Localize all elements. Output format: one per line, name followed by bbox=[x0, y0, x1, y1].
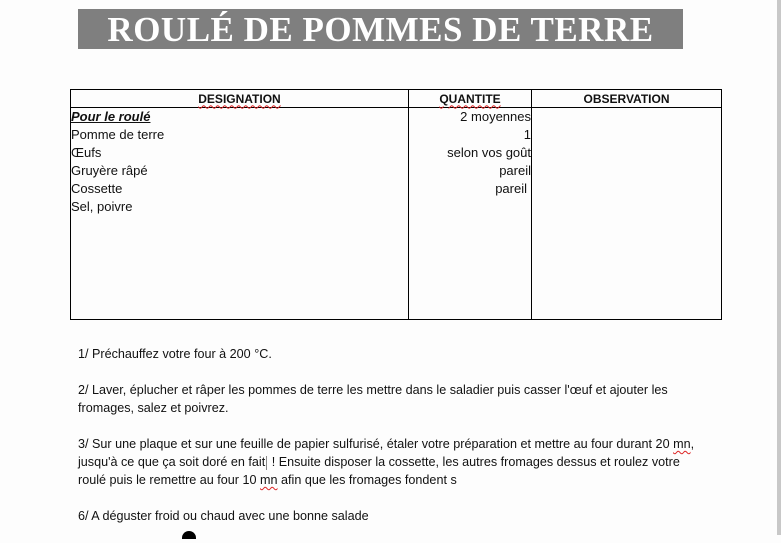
ingredient-item: Pomme de terre bbox=[71, 127, 165, 142]
instructions[interactable] bbox=[78, 345, 698, 543]
table-header-row bbox=[71, 90, 722, 108]
partial-image-shape bbox=[182, 531, 196, 539]
header-observation: OBSERVATION bbox=[532, 90, 722, 108]
ingredient-item: Gruyère râpé bbox=[71, 163, 148, 178]
title-banner bbox=[78, 9, 683, 49]
table-row bbox=[71, 108, 722, 320]
ingredients-subheading: Pour le roulé bbox=[71, 109, 151, 124]
quantity-item: 2 moyennes bbox=[460, 109, 531, 124]
recipe-title: ROULÉ DE POMMES DE TERRE bbox=[107, 9, 654, 49]
ingredients-table bbox=[70, 89, 722, 320]
designation-cell[interactable] bbox=[71, 108, 409, 320]
ingredient-item: Sel, poivre bbox=[71, 199, 133, 214]
step-6: 6/ A déguster froid ou chaud avec une bonne salade bbox=[78, 509, 369, 523]
observation-cell[interactable] bbox=[532, 108, 722, 320]
quantity-item: pareil bbox=[499, 163, 531, 178]
quantity-item: selon vos goût bbox=[447, 145, 531, 160]
header-quantite: QUANTITE bbox=[409, 90, 532, 108]
quantity-cell[interactable] bbox=[409, 108, 532, 320]
ingredient-item: Cossette bbox=[71, 181, 123, 196]
window-edge-scrollbar[interactable] bbox=[777, 0, 781, 535]
header-designation: DESIGNATION bbox=[71, 90, 409, 108]
quantity-item: 1 bbox=[523, 127, 531, 142]
step-1: 1/ Préchauffez votre four à 200 °C. bbox=[78, 347, 272, 361]
step-3: 3/ Sur une plaque et sur une feuille de papier sulfurisé, étaler votre préparation et mettre au four durant 20 mn, jusqu'à ce que ça soit doré en fait ! Ensuite disposer la cossette, les autres fromages dessus et roulez votre roulé puis le remettre au four 10 mn afin que les fromages fondent s bbox=[78, 437, 695, 487]
step-2: 2/ Laver, éplucher et râper les pommes de terre les mettre dans le saladier puis casser l'œuf et ajouter les fromages, salez et poivrez. bbox=[78, 383, 668, 415]
ingredient-item: Œufs bbox=[71, 145, 102, 160]
quantity-item: pareil bbox=[495, 181, 527, 196]
